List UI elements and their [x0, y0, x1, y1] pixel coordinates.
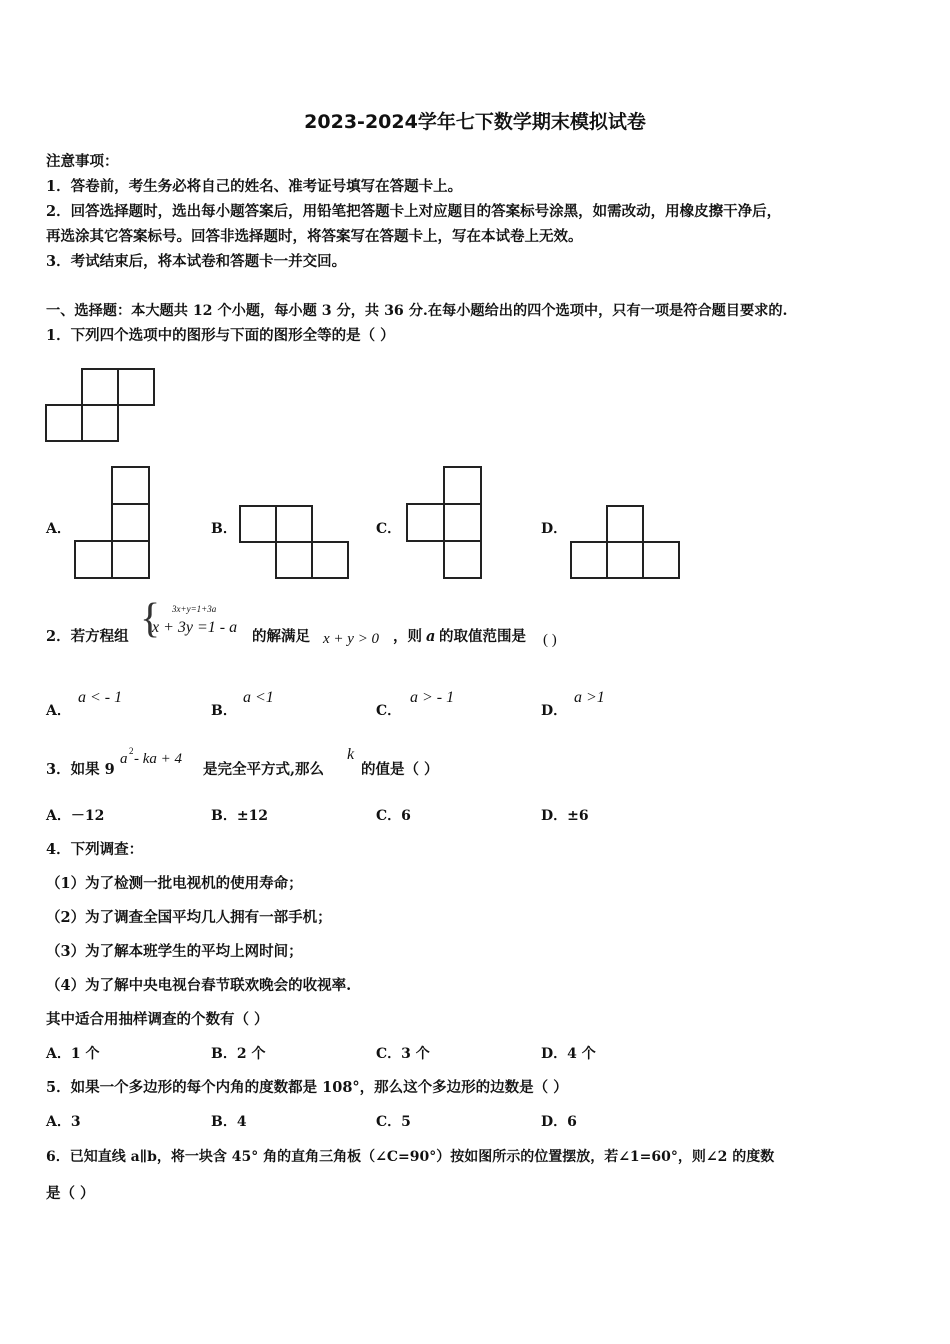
q3-option-a: A．－12 [46, 808, 105, 824]
q1-option-a-label: A． [46, 521, 71, 537]
q2-answer-paren: ( ) [543, 632, 557, 648]
notice-item-2-cont: 再选涂其它答案标号。回答非选择题时，将答案写在答题卡上，写在本试卷上无效。 [46, 228, 583, 245]
q2-prefix: 2．若方程组 [46, 628, 129, 645]
notice-item-3: 3．考试结束后，将本试卷和答题卡一并交回。 [46, 253, 347, 270]
q1-ref-cell [118, 369, 154, 405]
q2-eq-bottom: x + 3y =1 - a [152, 619, 238, 636]
q3-mid: 是完全平方式,那么 [203, 761, 325, 778]
q1-option-b-label: B． [211, 521, 237, 537]
q5-stem: 5．如果一个多边形的每个内角的度数都是 108°，那么这个多边形的边数是（ ） [46, 1079, 568, 1096]
q4-item-2: （2）为了调查全国平均几人拥有一部手机； [46, 909, 332, 926]
q4-question: 其中适合用抽样调查的个数有（ ） [46, 1011, 269, 1028]
q2-suffix: ，则 [393, 628, 422, 645]
q1-option-b-figure [237, 504, 352, 582]
q1-b-cell [276, 542, 312, 578]
q5-option-c: C．5 [376, 1114, 411, 1130]
q4-option-b: B．2 个 [211, 1046, 266, 1062]
q2-option-d: a >1 [574, 689, 605, 706]
q1-option-d-label: D． [541, 521, 568, 537]
q2-option-a: a < - 1 [78, 689, 123, 706]
q2-option-c: a > - 1 [410, 689, 455, 706]
q1-ref-cell [46, 405, 82, 441]
q2-option-a-label: A． [46, 703, 71, 719]
section-heading: 一、选择题：本大题共 12 个小题，每小题 3 分，共 36 分.在每小题给出的四个选项中，只有一项是符合题目要求的. [46, 303, 788, 319]
q1-d-cell [607, 506, 643, 542]
q6-stem: 6．已知直线 a∥b，将一块含 45° 角的直角三角板（∠C=90°）按如图所示的位置摆放，若∠1=60°，则∠2 的度数 [46, 1149, 775, 1165]
page-title: 2023-2024学年七下数学期末模拟试卷 [304, 111, 646, 133]
q5-option-b: B．4 [211, 1114, 247, 1130]
q1-c-cell [444, 467, 481, 504]
q1-a-cell [112, 504, 149, 541]
q1-d-cell [643, 542, 679, 578]
q1-c-cell [407, 504, 444, 541]
q2-option-b: a <1 [243, 689, 274, 706]
q2-brace: { [140, 596, 161, 642]
q4-option-c: C．3 个 [376, 1046, 430, 1062]
q1-option-c-label: C． [376, 521, 402, 537]
q4-item-3: （3）为了解本班学生的平均上网时间； [46, 943, 303, 960]
notice-item-2: 2．回答选择题时，选出每小题答案后，用铅笔把答题卡上对应题目的答案标号涂黑，如需改动，用橡皮擦干净后， [46, 203, 782, 220]
q2-option-d-label: D． [541, 703, 568, 719]
q1-option-a-figure [72, 464, 152, 582]
q4-item-4: （4）为了解中央电视台春节联欢晚会的收视率. [46, 977, 352, 994]
q1-b-cell [240, 506, 276, 542]
q1-c-cell [444, 541, 481, 578]
q3-suffix: 的值是（ ） [361, 761, 439, 778]
q3-expr-exp: 2 [129, 746, 134, 756]
q1-d-cell [571, 542, 607, 578]
q2-condition: x + y > 0 [323, 631, 380, 647]
q1-reference-figure [44, 367, 159, 445]
notice-item-1: 1．答卷前，考生务必将自己的姓名、准考证号填写在答题卡上。 [46, 178, 463, 195]
q3-prefix: 3．如果 9 [46, 761, 115, 778]
q1-a-cell [112, 541, 149, 578]
q3-expr-rest: - ka + 4 [134, 751, 183, 767]
q1-a-cell [112, 467, 149, 504]
q2-suffix2: 的取值范围是 [439, 628, 526, 645]
notice-heading: 注意事项： [46, 153, 119, 170]
q2-option-b-label: B． [211, 703, 237, 719]
q5-option-a: A．3 [46, 1114, 81, 1130]
q1-d-cell [607, 542, 643, 578]
q2-eq-top: 3x+y=1+3a [172, 604, 217, 614]
q4-item-1: （1）为了检测一批电视机的使用寿命； [46, 875, 303, 892]
q1-option-c-figure [404, 464, 484, 582]
q1-ref-cell [82, 369, 118, 405]
q1-c-cell [444, 504, 481, 541]
q2-var: a [426, 628, 436, 645]
q3-expr-a: a [120, 751, 128, 767]
q1-stem: 1．下列四个选项中的图形与下面的图形全等的是（ ） [46, 327, 395, 344]
q2-mid: 的解满足 [252, 628, 310, 645]
q1-a-cell [75, 541, 112, 578]
q2-option-c-label: C． [376, 703, 402, 719]
q4-option-d: D．4 个 [541, 1046, 596, 1062]
q3-option-b: B．±12 [211, 808, 269, 824]
q6-stem-cont: 是（ ） [46, 1185, 95, 1202]
q4-option-a: A．1 个 [46, 1046, 100, 1062]
q3-k: k [347, 746, 355, 763]
q1-b-cell [312, 542, 348, 578]
q3-option-c: C．6 [376, 808, 411, 824]
q5-option-d: D．6 [541, 1114, 577, 1130]
q1-ref-cell [82, 405, 118, 441]
q1-b-cell [276, 506, 312, 542]
q3-option-d: D．±6 [541, 808, 589, 824]
q4-stem: 4．下列调查： [46, 841, 144, 858]
q1-option-d-figure [569, 504, 685, 582]
